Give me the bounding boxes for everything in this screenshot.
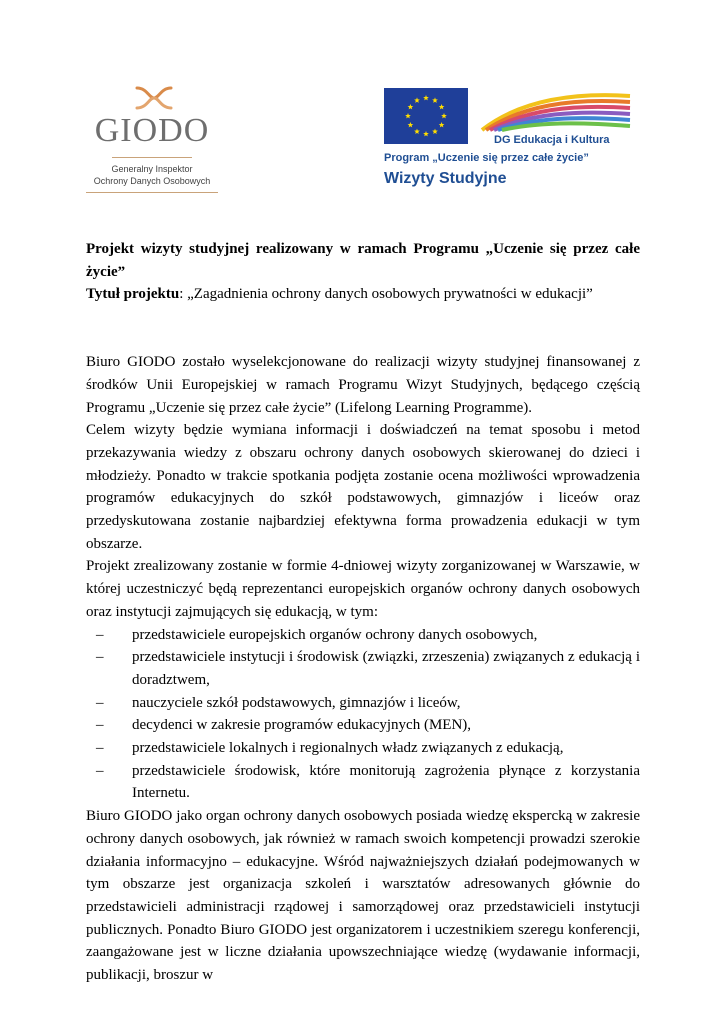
list-item (86, 646, 640, 691)
project-title-value: : „Zagadnienia ochrony danych osobowych prywatności w edukacji” (179, 286, 593, 303)
giodo-divider-top (112, 157, 192, 158)
giodo-subtitle-line2: Ochrony Danych Osobowych (93, 176, 211, 186)
list-item (86, 737, 640, 760)
lifelong-learning-swoosh-icon (478, 92, 634, 132)
list-item-text: przedstawiciele lokalnych i regionalnych władz związanych z edukacją, (132, 740, 564, 757)
bullet-dash: – (96, 740, 104, 757)
giodo-wordmark: GIODO (94, 112, 210, 149)
list-item-text: przedstawiciele środowisk, które monitorują zagrożenia płynące z korzystania Internetu. (132, 762, 640, 802)
list-item-text: nauczyciele szkół podstawowych, gimnazjów i liceów, (132, 694, 461, 711)
list-item-text: przedstawiciele europejskich organów ochrony danych osobowych, (132, 626, 538, 643)
dg-education-culture-label: DG Edukacja i Kultura (494, 134, 610, 146)
paragraph-goal: Celem wizyty będzie wymiana informacji i doświadczeń na temat sposobu i metod przekazywania wiedzy z obszaru ochrony danych osobowych skierowanej do dzieci i młodzieży. Ponadto w trakcie spotkania podjęta zostanie ocena możliwości wprowadzenia programów edukacyjnych do szkół podstawowych, gimnazjów i liceów oraz przedyskutowana zostanie najbardziej efektywna forma prowadzenia edukacji w tym obszarze. (86, 422, 640, 552)
project-heading: Projekt wizyty studyjnej realizowany w ramach Programu „Uczenie się przez całe życie” (86, 241, 640, 280)
giodo-subtitle-line1: Generalny Inspektor (111, 164, 193, 174)
program-name-label: Program „Uczenie się przez całe życie” (384, 152, 589, 164)
bullet-dash: – (96, 626, 104, 643)
participants-list (86, 624, 640, 806)
document-body (86, 238, 640, 987)
list-item-text: decydenci w zakresie programów edukacyjnych (MEN), (132, 717, 472, 734)
bullet-dash: – (96, 694, 104, 711)
list-item (86, 760, 640, 805)
eu-program-logo (384, 88, 634, 198)
project-title-label: Tytuł projektu (86, 286, 180, 303)
bullet-dash: – (96, 762, 104, 779)
giodo-subtitle (86, 163, 218, 187)
paragraph-selection: Biuro GIODO zostało wyselekcjonowane do realizacji wizyty studyjnej finansowanej z środków Unii Europejskiej w ramach Programu Wizyt Studyjnych, będącego częścią Programu „Uczenie się przez całe życie” (Lifelong Learning Programme). (86, 354, 640, 416)
giodo-divider-bottom (86, 192, 218, 193)
study-visits-label: Wizyty Studyjne (384, 170, 507, 187)
paragraph-expertise: Biuro GIODO jako organ ochrony danych osobowych posiada wiedzę ekspercką w zakresie ochrony danych osobowych, jak również w ramach swoich kompetencji prowadzi szerokie działania informacyjno – edukacyjne. Wśród najważniejszych działań podejmowanych w tym obszarze jest organizacja szkoleń i warsztatów adresowanych głównie do przedstawicieli administracji rządowej i samorządowej oraz przedstawicieli instytucji publicznych. Ponadto Biuro GIODO jest organizatorem i uczestnikiem szeregu konferencji, zaangażowane jest w liczne działania upowszechniające wiedzę (wydawanie informacji, publikacji, broszur w (86, 808, 640, 984)
bullet-dash: – (96, 649, 104, 666)
list-item (86, 714, 640, 737)
list-item-text: przedstawiciele instytucji i środowisk (związki, zrzeszenia) związanych z edukacją i doradztwem, (132, 649, 640, 688)
project-title-line (86, 283, 640, 306)
paragraph-format: Projekt zrealizowany zostanie w formie 4-dniowej wizyty zorganizowanej w Warszawie, w której uczestniczyć będą reprezentanci europejskich organów ochrony danych osobowych oraz instytucji zajmujących się edukacją, w tym: (86, 558, 640, 620)
bullet-dash: – (96, 717, 104, 734)
giodo-emblem-icon (133, 84, 175, 112)
giodo-logo (86, 84, 218, 196)
eu-flag-icon (384, 88, 468, 144)
list-item (86, 624, 640, 647)
list-item (86, 692, 640, 715)
section-spacer (86, 306, 640, 351)
